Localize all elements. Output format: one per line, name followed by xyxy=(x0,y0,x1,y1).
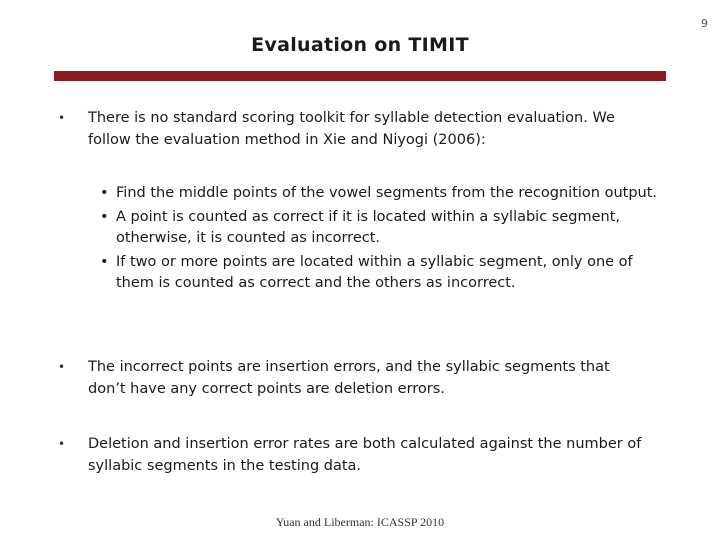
sub-bullet-item xyxy=(100,252,660,294)
sub-bullet-marker: • xyxy=(100,254,109,270)
sub-bullet-marker: • xyxy=(100,185,109,201)
sub-bullet-marker: • xyxy=(100,209,109,225)
title-divider xyxy=(54,71,666,81)
sub-bullet-list xyxy=(100,183,660,297)
bullet-marker: • xyxy=(58,111,66,125)
slide-title: Evaluation on TIMIT xyxy=(251,34,469,56)
bullet-marker: • xyxy=(58,437,66,451)
sub-bullet-item xyxy=(100,207,660,249)
bullet-text: The incorrect points are insertion errors, and the syllabic segments that don’t have any correct points are deletion errors. xyxy=(88,359,610,397)
sub-bullet-text: If two or more points are located within a syllabic segment, only one of them is counted as correct and the others as incorrect. xyxy=(116,254,633,291)
sub-bullet-item xyxy=(100,183,660,204)
bullet-text: Deletion and insertion error rates are both calculated against the number of syllabic segments in the testing data. xyxy=(88,436,642,474)
sub-bullet-text: Find the middle points of the vowel segments from the recognition output. xyxy=(116,185,658,201)
bullet-marker: • xyxy=(58,360,66,374)
slide-footer: Yuan and Liberman: ICASSP 2010 xyxy=(275,515,445,529)
sub-bullet-text: A point is counted as correct if it is located within a syllabic segment, otherwise, it is counted as incorrect. xyxy=(116,209,621,246)
slide-number: 9 xyxy=(701,17,708,30)
bullet-text: There is no standard scoring toolkit for syllable detection evaluation. We follow the evaluation method in Xie and Niyogi (2006): xyxy=(88,110,615,148)
